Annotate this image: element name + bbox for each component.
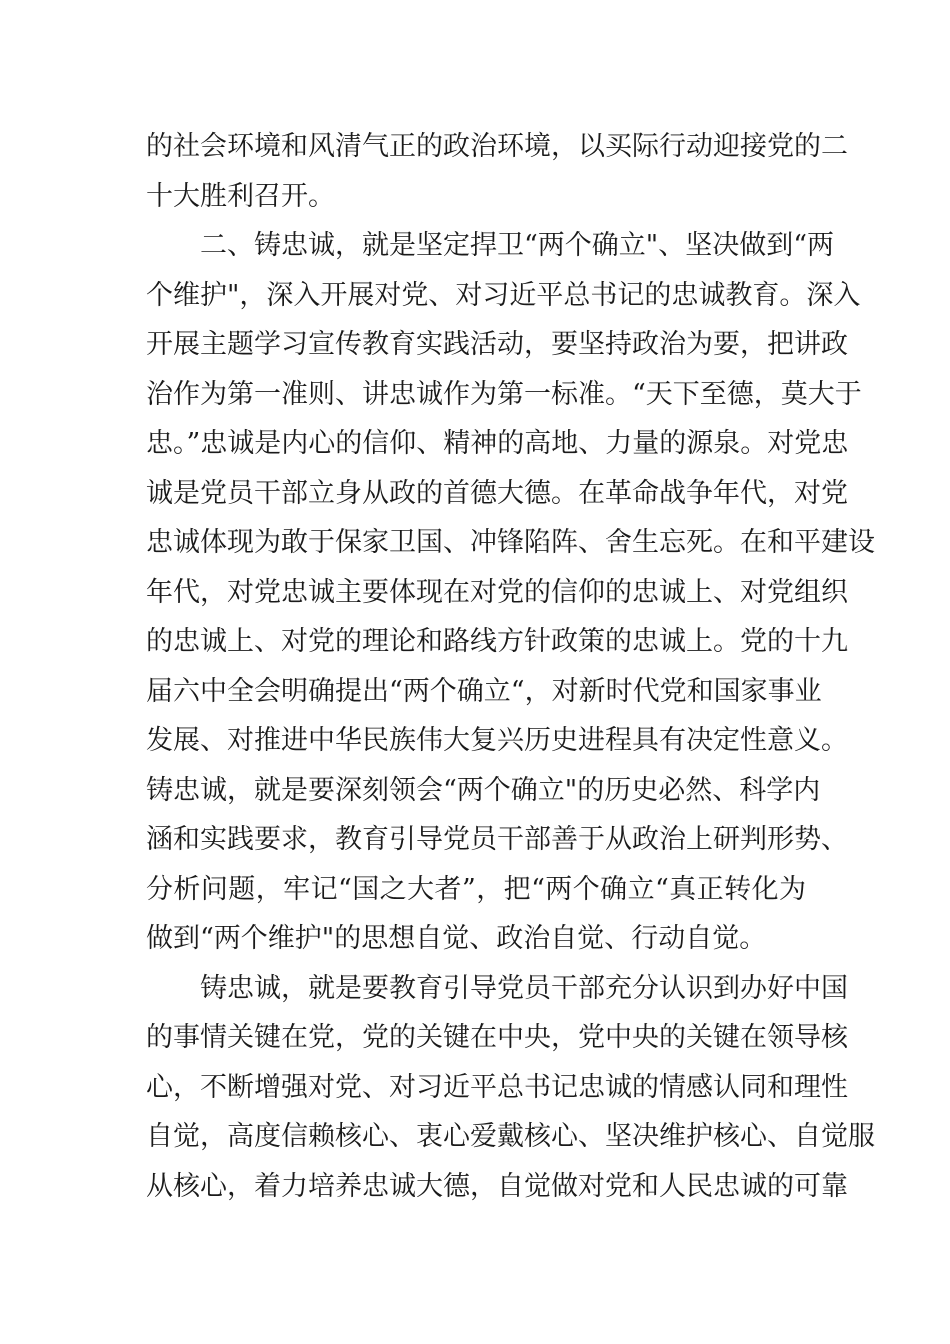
text-line: 心，不断增强对党、对习近平总书记忠诚的情感认同和理性 [146, 1071, 848, 1103]
text-line: 做到“两个维护"的思想自觉、政治自觉、行动自觉。 [146, 923, 767, 954]
text-line: 自觉，高度信赖核心、衷心爱戴核心、坚决维护核心、自觉服 [146, 1121, 875, 1152]
text-line: 忠诚体现为敢于保家卫国、冲锋陷阵、舍生忘死。在和平建设 [146, 527, 875, 558]
document-body [146, 122, 875, 1211]
text-line: 诚是党员干部立身从政的首德大德。在革命战争年代，对党 [146, 477, 848, 509]
text-line: 铸忠诚，就是要教育引导党员干部充分认识到办好中国 [200, 972, 848, 1004]
text-line: 发展、对推进中华民族伟大复兴历史进程具有决定性意义。 [146, 725, 848, 756]
text-line: 分析问题，牢记“国之大者”，把“两个确立“真正转化为 [146, 873, 806, 905]
text-line: 届六中全会明确提出“两个确立“，对新时代党和国家事业 [146, 675, 822, 707]
text-line: 十大胜利召开。 [146, 180, 335, 212]
text-line: 的忠诚上、对党的理论和路线方针政策的忠诚上。党的十九 [146, 626, 848, 657]
text-line: 铸忠诚，就是要深刻领会“两个确立"的历史必然、科学内 [146, 774, 821, 806]
text-line: 涵和实践要求，教育引导党员干部善于从政治上研判形势、 [146, 824, 848, 855]
text-line: 的社会环境和风清气正的政治环境，以买际行动迎接党的二 [146, 131, 848, 162]
text-line: 二、铸忠诚，就是坚定捍卫“两个确立"、坚决做到“两 [200, 230, 835, 261]
text-line: 个维护"，深入开展对党、对习近平总书记的忠诚教育。深入 [146, 279, 861, 311]
text-line: 开展主题学习宣传教育实践活动，要坚持政治为要，把讲政 [146, 329, 848, 360]
text-line: 的事情关键在党，党的关键在中央，党中央的关键在领导核 [146, 1022, 848, 1053]
text-line: 从核心，着力培养忠诚大德，自觉做对党和人民忠诚的可靠 [146, 1170, 848, 1202]
text-line: 年代，对党忠诚主要体现在对党的信仰的忠诚上、对党组织 [146, 576, 848, 608]
text-line: 治作为第一准则、讲忠诚作为第一标准。“天下至德，莫大于 [146, 378, 862, 410]
text-line: 忠。”忠诚是内心的信仰、精神的高地、力量的源泉。对党忠 [146, 428, 849, 459]
